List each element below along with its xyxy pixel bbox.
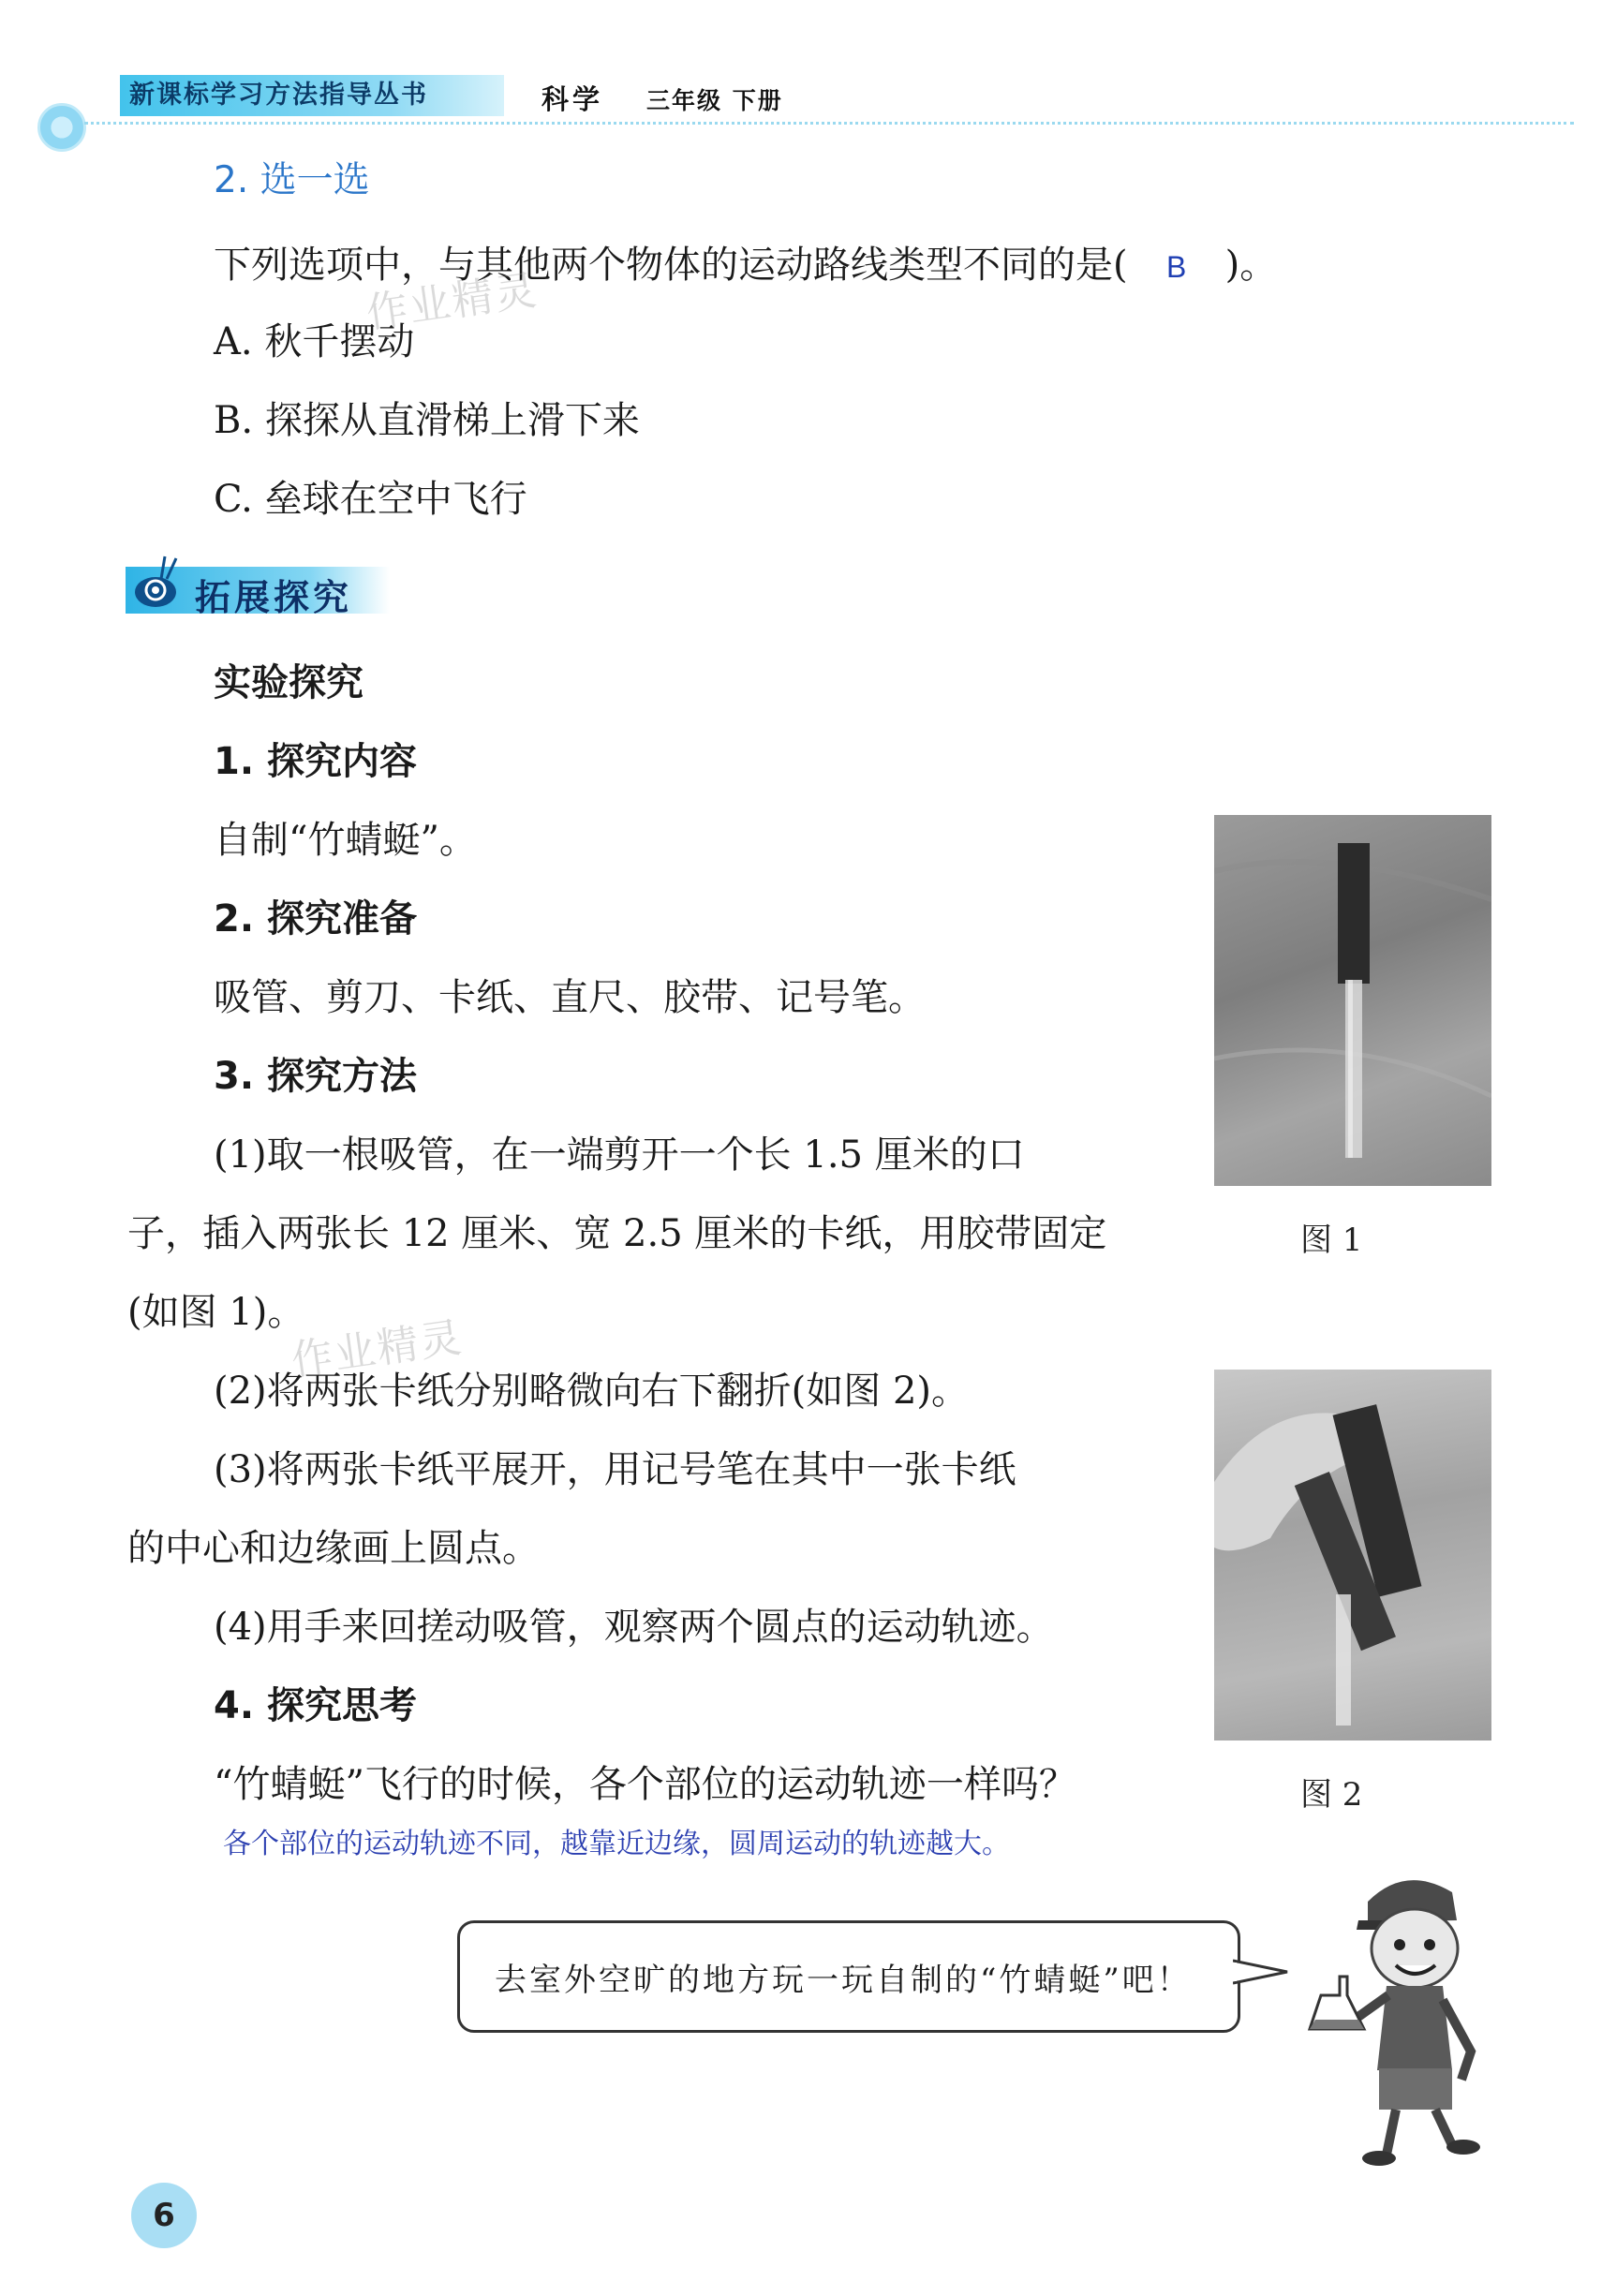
method-line-3: (如图 1)。 [127, 1291, 305, 1334]
cartoon-boy-with-flask-icon [1302, 1864, 1518, 2173]
content-heading: 1. 探究内容 [214, 740, 417, 783]
option-b: B. 探探从直滑梯上滑下来 [214, 399, 640, 442]
experiment-title: 实验探究 [214, 661, 363, 704]
snail-icon [129, 553, 189, 613]
straw-with-card-illustration [1214, 815, 1491, 1186]
subject-label: 科学 [541, 83, 604, 115]
method-line-5: (3)将两张卡纸平展开，用记号笔在其中一张卡纸 [214, 1448, 1016, 1491]
method-line-1: (1)取一根吸管，在一端剪开一个长 1.5 厘米的口 [214, 1133, 1025, 1177]
page-number: 6 [131, 2183, 197, 2248]
watermark: 作业精灵 [363, 266, 541, 338]
header-circle-ornament [37, 103, 86, 152]
prep-heading: 2. 探究准备 [214, 897, 417, 941]
method-line-4: (2)将两张卡纸分别略微向右下翻折(如图 2)。 [214, 1370, 970, 1413]
header-dotted-rule [84, 122, 1574, 125]
option-a: A. 秋千摆动 [214, 320, 415, 363]
method-line-7: (4)用手来回搓动吸管，观察两个圆点的运动轨迹。 [214, 1606, 1054, 1649]
speech-bubble-text: 去室外空旷的地方玩一玩自制的“竹蜻蜓”吧！ [495, 1962, 1192, 1999]
prep-text: 吸管、剪刀、卡纸、直尺、胶带、记号笔。 [214, 976, 926, 1019]
handwritten-answer: 各个部位的运动轨迹不同，越靠近边缘，圆周运动的轨迹越大。 [223, 1828, 1010, 1860]
method-line-2: 子，插入两张长 12 厘米、宽 2.5 厘米的卡纸，用胶带固定 [127, 1212, 1107, 1255]
content-text: 自制“竹蜻蜓”。 [214, 819, 477, 862]
question-text: 下列选项中，与其他两个物体的运动路线类型不同的是( [214, 244, 1128, 287]
select-heading: 2. 选一选 [214, 159, 370, 201]
speech-bubble-tail [1233, 1953, 1289, 1991]
method-heading: 3. 探究方法 [214, 1055, 417, 1098]
figure-1-photo [1214, 815, 1491, 1186]
question-end: )。 [1224, 244, 1278, 287]
series-title: 新课标学习方法指导丛书 [120, 75, 504, 116]
figure-1-label: 图 1 [1300, 1222, 1363, 1259]
section-title: 拓展探究 [195, 577, 353, 618]
watermark: 作业精灵 [288, 1313, 467, 1385]
method-line-6: 的中心和边缘画上圆点。 [127, 1527, 540, 1570]
folded-card-in-hand-illustration [1214, 1370, 1491, 1741]
option-c: C. 垒球在空中飞行 [214, 478, 527, 521]
answer-blank: B [1165, 250, 1187, 284]
think-heading: 4. 探究思考 [214, 1684, 417, 1727]
figure-2-label: 图 2 [1300, 1776, 1363, 1814]
grade-label: 三年级 下册 [646, 87, 783, 114]
think-question: “竹蜻蜓”飞行的时候，各个部位的运动轨迹一样吗？ [214, 1763, 1076, 1806]
figure-2-photo [1214, 1370, 1491, 1741]
